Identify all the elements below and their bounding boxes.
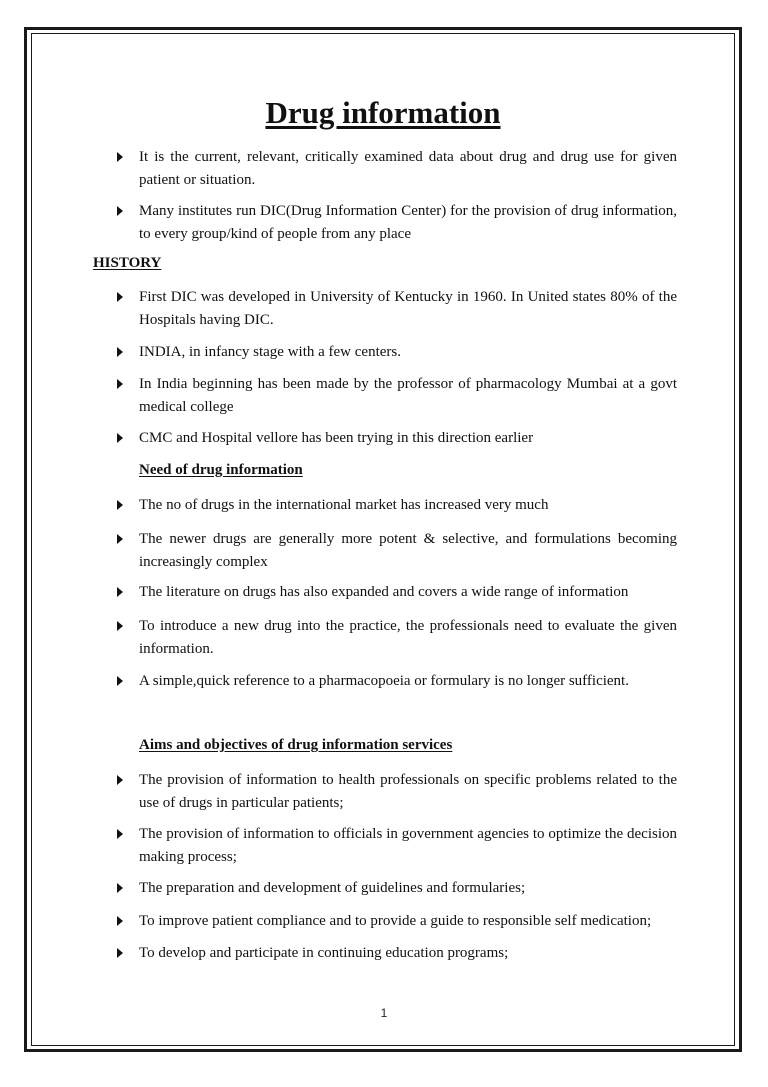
arrow-bullet-icon bbox=[117, 347, 123, 357]
bullet-text: It is the current, relevant, critically examined data about drug and drug use for given patient or situation. bbox=[139, 149, 677, 188]
bullet-text: The provision of information to health professionals on specific problems related to the use of drugs in particular patients; bbox=[139, 772, 677, 811]
bullet-text: The newer drugs are generally more potent & selective, and formulations becoming increasingly complex bbox=[139, 531, 677, 570]
list-item bbox=[117, 528, 677, 574]
page-title: Drug information bbox=[265, 95, 501, 130]
list-item bbox=[117, 615, 677, 661]
list-item bbox=[117, 877, 677, 900]
list-item bbox=[117, 670, 677, 693]
arrow-bullet-icon bbox=[117, 534, 123, 544]
list-item bbox=[117, 581, 677, 604]
list-item bbox=[117, 200, 677, 246]
list-item bbox=[117, 494, 677, 517]
arrow-bullet-icon bbox=[117, 775, 123, 785]
list-item bbox=[117, 942, 677, 965]
arrow-bullet-icon bbox=[117, 292, 123, 302]
arrow-bullet-icon bbox=[117, 587, 123, 597]
bullet-text: First DIC was developed in University of Kentucky in 1960. In United states 80% of the Hospitals having DIC. bbox=[139, 289, 677, 328]
arrow-bullet-icon bbox=[117, 206, 123, 216]
arrow-bullet-icon bbox=[117, 152, 123, 162]
bullet-text: The provision of information to officials in government agencies to optimize the decision making process; bbox=[139, 826, 677, 865]
list-item bbox=[117, 373, 677, 419]
arrow-bullet-icon bbox=[117, 379, 123, 389]
arrow-bullet-icon bbox=[117, 829, 123, 839]
bullet-text: CMC and Hospital vellore has been trying in this direction earlier bbox=[139, 430, 534, 446]
list-item bbox=[117, 146, 677, 192]
list-item bbox=[117, 427, 677, 450]
arrow-bullet-icon bbox=[117, 883, 123, 893]
arrow-bullet-icon bbox=[117, 948, 123, 958]
bullet-text: In India beginning has been made by the professor of pharmacology Mumbai at a govt medical college bbox=[139, 376, 677, 415]
section-heading-history: HISTORY bbox=[93, 255, 162, 271]
bullet-text: The preparation and development of guidelines and formularies; bbox=[139, 880, 526, 896]
page-number: 1 bbox=[380, 1006, 388, 1020]
arrow-bullet-icon bbox=[117, 916, 123, 926]
list-item bbox=[117, 823, 677, 869]
bullet-text: The literature on drugs has also expanded and covers a wide range of information bbox=[139, 584, 629, 600]
arrow-bullet-icon bbox=[117, 676, 123, 686]
bullet-text: A simple,quick reference to a pharmacopoeia or formulary is no longer sufficient. bbox=[139, 673, 629, 689]
bullet-text: The no of drugs in the international market has increased very much bbox=[139, 497, 549, 513]
list-item bbox=[117, 286, 677, 332]
section-heading-aims: Aims and objectives of drug information services bbox=[139, 737, 453, 753]
list-item bbox=[117, 341, 677, 364]
list-item bbox=[117, 910, 677, 933]
bullet-text: Many institutes run DIC(Drug Information Center) for the provision of drug information, to every group/kind of people from any place bbox=[139, 203, 677, 242]
list-item bbox=[117, 769, 677, 815]
bullet-text: To improve patient compliance and to provide a guide to responsible self medication; bbox=[139, 913, 652, 929]
arrow-bullet-icon bbox=[117, 621, 123, 631]
bullet-text: To develop and participate in continuing education programs; bbox=[139, 945, 509, 961]
section-heading-need: Need of drug information bbox=[139, 462, 303, 478]
arrow-bullet-icon bbox=[117, 433, 123, 443]
bullet-text: INDIA, in infancy stage with a few centers. bbox=[139, 344, 401, 360]
bullet-text: To introduce a new drug into the practice, the professionals need to evaluate the given information. bbox=[139, 618, 677, 657]
arrow-bullet-icon bbox=[117, 500, 123, 510]
